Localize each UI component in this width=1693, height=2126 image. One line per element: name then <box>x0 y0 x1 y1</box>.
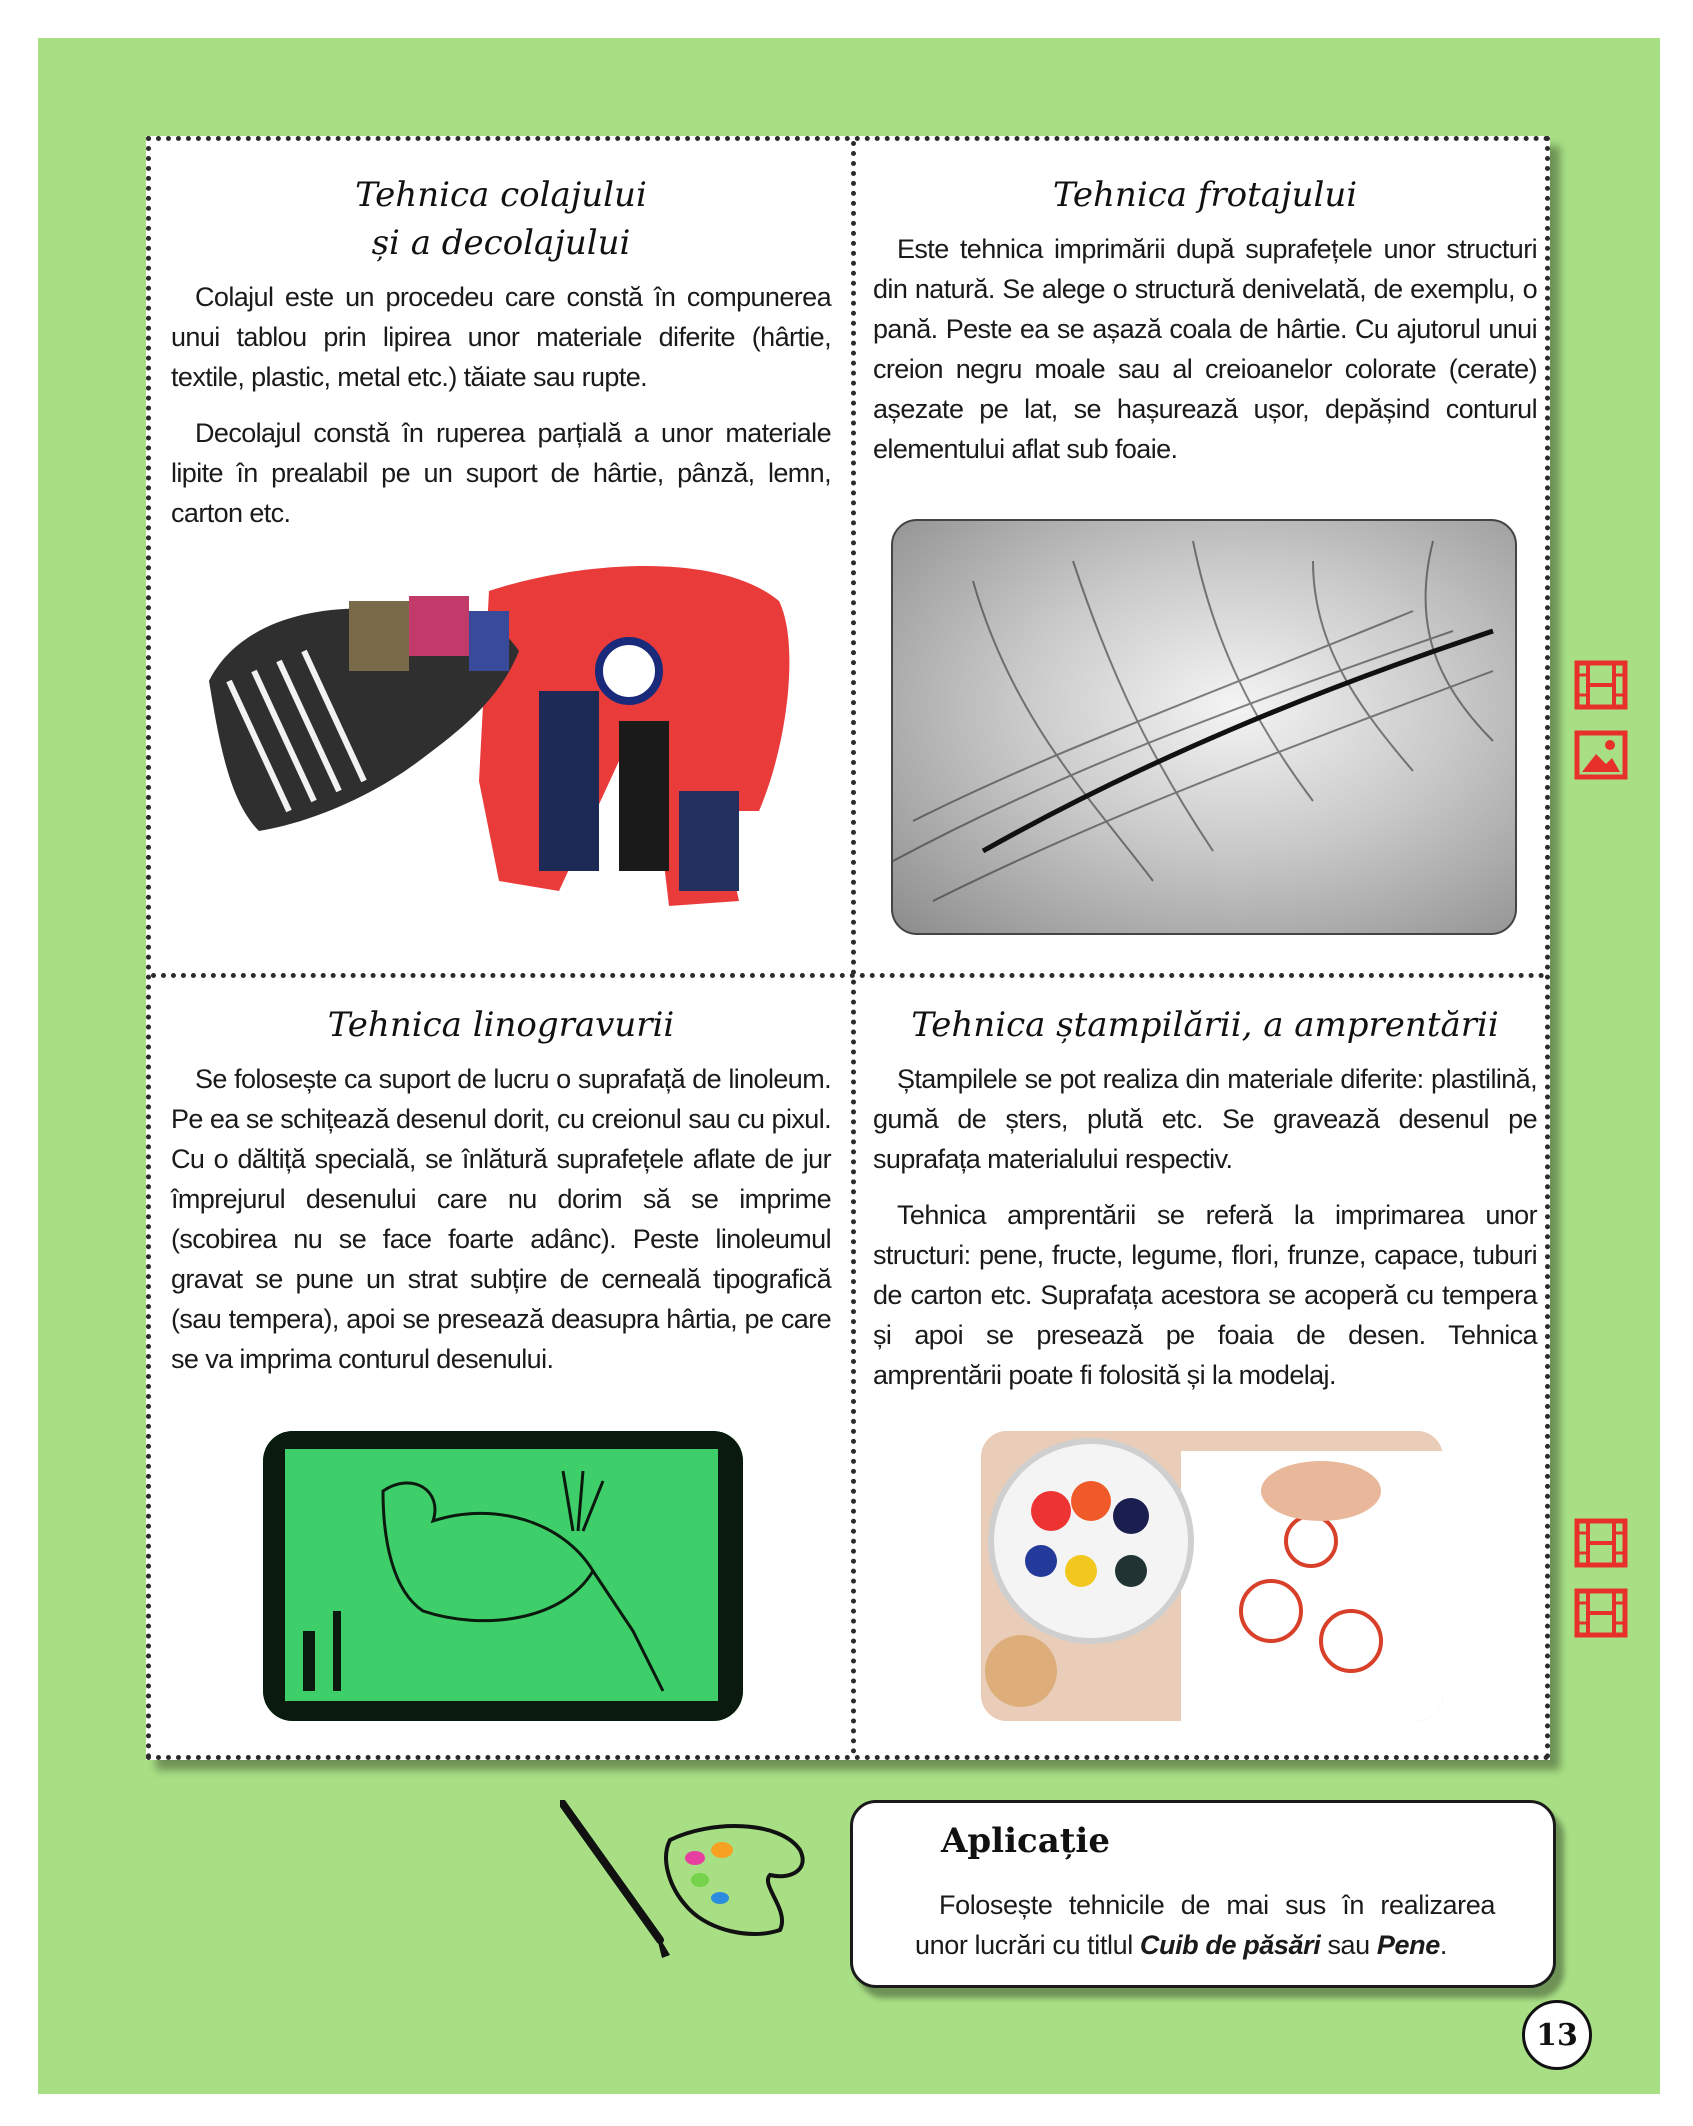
section-frottage <box>873 171 1537 485</box>
image-icon[interactable] <box>1574 730 1628 780</box>
aplicatie-title: Aplicație <box>941 1821 1110 1861</box>
title-line: și a decolajului <box>371 223 631 263</box>
section-stamp <box>873 1001 1537 1411</box>
title-line: Tehnica colajului <box>355 175 647 215</box>
aplicatie-box <box>850 1800 1556 1988</box>
paragraph: Este tehnica imprimării după suprafețele unor structuri din natură. Se alege o structură denivelată, de exemplu, o pană. Peste ea se așază coala de hârtie. Cu ajutorul unui creion negru moale sau al creioanelor colorate (cerate) așezate pe lat, se hașurează ușor, depășind conturul elementului aflat sub foaie. <box>873 234 1537 464</box>
section-stamp-title: Tehnica ștampilării, a amprentării <box>911 1005 1499 1045</box>
brush-palette-icon <box>560 1800 820 1960</box>
text-segment: . <box>1439 1930 1447 1960</box>
section-collage-title <box>171 171 831 267</box>
text-segment: Folosește tehnicile de mai sus în realizarea unor lucrări cu titlul <box>915 1890 1495 1960</box>
film-icon[interactable] <box>1574 1588 1628 1638</box>
paragraph: Decolajul constă în ruperea parțială a unor materiale lipite în prealabil pe un suport de hârtie, pânză, lemn, carton etc. <box>171 418 831 528</box>
emphasis-title: Cuib de păsări <box>1139 1930 1321 1960</box>
stamping-photo-image <box>981 1431 1443 1721</box>
frottage-feather-image <box>891 519 1517 935</box>
aplicatie-text <box>915 1885 1495 1965</box>
paragraph: Tehnica amprentării se referă la imprimarea unor structuri: pene, fructe, legume, flori, frunze, capace, tuburi de carton etc. Suprafața acestora se acoperă cu tempera și apoi se presează pe foaia de desen. Tehnica amprentării poate fi folosită și la modelaj. <box>873 1200 1537 1390</box>
text-segment: sau <box>1320 1930 1377 1960</box>
collage-bird-image <box>199 561 799 921</box>
page-number: 13 <box>1522 2000 1592 2070</box>
techniques-panel <box>146 136 1550 1760</box>
section-lino <box>171 1001 831 1395</box>
paragraph: Colajul este un procedeu care constă în compunerea unui tablou prin lipirea unor materiale diferite (hârtie, textile, plastic, metal etc.) tăiate sau rupte. <box>171 282 831 392</box>
section-lino-title: Tehnica linogravurii <box>327 1005 675 1045</box>
paragraph: Se folosește ca suport de lucru o suprafață de linoleum. Pe ea se schițează desenul dorit, cu creionul sau cu pixul. Cu o dăltiță specială, se înlătură suprafețele aflate de jur împrejurul desenului care nu dorim să se imprime (scobirea nu se face foarte adânc). Peste linoleumul gravat se pune un strat subțire de cerneală tipografică (sau tempera), apoi se presează deasupra hârtia, pe care se va imprima conturul desenului. <box>171 1064 831 1374</box>
section-frottage-title: Tehnica frotajului <box>1052 175 1358 215</box>
panel-divider-vertical <box>851 141 856 1755</box>
film-icon[interactable] <box>1574 660 1628 710</box>
panel-divider-horizontal <box>151 973 1545 978</box>
section-collage <box>171 171 831 549</box>
emphasis-title: Pene <box>1376 1930 1440 1960</box>
paragraph: Ștampilele se pot realiza din materiale diferite: plastilină, gumă de șters, plută etc. Se gravează desenul pe suprafața materialului respectiv. <box>873 1064 1537 1174</box>
film-icon[interactable] <box>1574 1518 1628 1568</box>
linocut-bird-image <box>263 1431 743 1721</box>
